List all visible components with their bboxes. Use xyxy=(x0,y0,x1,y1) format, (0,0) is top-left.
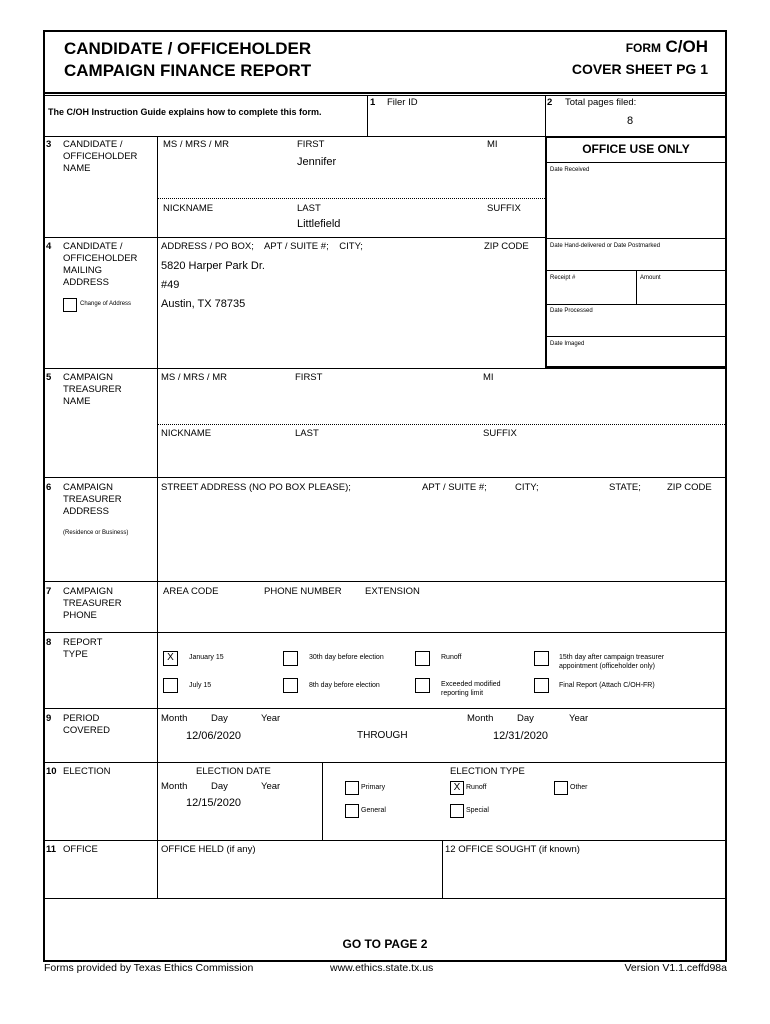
s9-month2-label: Month xyxy=(467,713,494,724)
s9-day-label: Day xyxy=(211,713,228,724)
final-report-label: Final Report (Attach C/OH-FR) xyxy=(559,682,655,689)
exceeded-label-line: reporting limit xyxy=(441,690,484,697)
date-processed-label: Date Processed xyxy=(550,308,593,314)
s4-label-line: OFFICEHOLDER xyxy=(63,253,138,264)
s6-apt-label: APT / SUITE #; xyxy=(422,482,487,493)
date-received-label: Date Received xyxy=(550,167,590,173)
s9-month-label: Month xyxy=(161,713,188,724)
s3-mi-label: MI xyxy=(487,139,498,150)
s3-label-line: CANDIDATE / xyxy=(63,139,123,150)
filer-id-label: Filer ID xyxy=(387,97,418,108)
s3-nickname-label: NICKNAME xyxy=(163,203,214,214)
label-column-divider xyxy=(157,136,158,898)
runoff-election-label: Runoff xyxy=(466,784,487,791)
s4-label-line: ADDRESS xyxy=(63,277,109,288)
primary-label: Primary xyxy=(361,784,386,791)
s8-label xyxy=(63,637,102,661)
s4-address-line3[interactable]: Austin, TX 78735 xyxy=(161,298,246,310)
day15-checkbox[interactable] xyxy=(534,651,549,666)
s6-label xyxy=(63,482,122,518)
exceeded-label-line: Exceeded modified xyxy=(441,681,501,688)
dotted-divider xyxy=(157,424,727,425)
divider xyxy=(43,237,545,238)
special-label: Special xyxy=(466,807,489,814)
period-from-field[interactable]: 12/06/2020 xyxy=(186,730,242,742)
s5-prefix-label: MS / MRS / MR xyxy=(161,372,227,383)
form-title-line1: CANDIDATE / OFFICEHOLDER xyxy=(64,39,312,58)
footer-left: Forms provided by Texas Ethics Commission xyxy=(44,962,254,974)
divider xyxy=(43,581,727,582)
s10-year-label: Year xyxy=(261,781,281,792)
s4-num: 4 xyxy=(46,241,52,252)
s9-year-label: Year xyxy=(261,713,281,724)
total-pages-field[interactable]: 8 xyxy=(626,115,634,127)
s7-phone-label: PHONE NUMBER xyxy=(264,586,342,597)
s11-label: OFFICE xyxy=(63,844,98,855)
s3-label-line: NAME xyxy=(63,163,91,174)
s6-street-label: STREET ADDRESS (NO PO BOX PLEASE); xyxy=(161,482,351,493)
s3-label-line: OFFICEHOLDER xyxy=(63,151,138,162)
divider xyxy=(636,270,637,304)
change-of-address-label: Change of Address xyxy=(80,301,132,307)
date-hand-label: Date Hand-delivered or Date Postmarked xyxy=(550,243,661,249)
office-use-title: OFFICE USE ONLY xyxy=(582,142,690,156)
s7-label xyxy=(63,586,122,622)
runoff-report-label: Runoff xyxy=(441,654,462,661)
general-label: General xyxy=(361,807,386,814)
office-sought-label: 12 OFFICE SOUGHT (if known) xyxy=(445,844,580,855)
period-to-field[interactable]: 12/31/2020 xyxy=(493,730,549,742)
s7-label-line: CAMPAIGN xyxy=(63,586,113,597)
day15-label-line: appointment (officeholder only) xyxy=(559,663,655,670)
election-type-label: ELECTION TYPE xyxy=(450,766,525,777)
s6-num: 6 xyxy=(46,482,52,493)
s5-label xyxy=(63,372,122,408)
s4-label xyxy=(63,241,137,289)
divider xyxy=(43,368,727,369)
divider xyxy=(545,304,727,305)
s4-address-label: ADDRESS / PO BOX; APT / SUITE #; CITY; xyxy=(161,241,363,252)
s7-ext-label: EXTENSION xyxy=(365,586,420,597)
instruction-text: The C/OH Instruction Guide explains how to complete this form. xyxy=(48,107,322,117)
final-report-checkbox[interactable] xyxy=(534,678,549,693)
s5-label-line: NAME xyxy=(63,396,91,407)
through-label: THROUGH xyxy=(357,730,408,741)
divider xyxy=(43,898,727,899)
s7-label-line: TREASURER xyxy=(63,598,122,609)
s5-last-label: LAST xyxy=(295,428,319,439)
s5-label-line: CAMPAIGN xyxy=(63,372,113,383)
s6-city-label: CITY; xyxy=(515,482,539,493)
s5-first-label: FIRST xyxy=(295,372,323,383)
divider xyxy=(43,840,727,841)
day8-checkbox[interactable] xyxy=(283,678,298,693)
jan15-checkbox[interactable]: X xyxy=(163,651,178,666)
s7-num: 7 xyxy=(46,586,52,597)
s3-last-field[interactable]: Littlefield xyxy=(297,218,341,230)
day15-label xyxy=(559,653,664,671)
s10-num: 10 xyxy=(46,766,57,777)
day30-label: 30th day before election xyxy=(309,654,384,661)
s10-day-label: Day xyxy=(211,781,228,792)
divider xyxy=(367,95,368,136)
office-held-label: OFFICE HELD (if any) xyxy=(161,844,256,855)
s3-suffix-label: SUFFIX xyxy=(487,203,521,214)
s3-prefix-label: MS / MRS / MR xyxy=(163,139,229,150)
s3-num: 3 xyxy=(46,139,52,150)
s5-num: 5 xyxy=(46,372,52,383)
s8-num: 8 xyxy=(46,637,52,648)
s4-label-line: CANDIDATE / xyxy=(63,241,123,252)
s5-suffix-label: SUFFIX xyxy=(483,428,517,439)
s7-area-label: AREA CODE xyxy=(163,586,219,597)
divider xyxy=(43,708,727,709)
runoff-election-checkbox[interactable]: X xyxy=(450,781,464,795)
dotted-divider xyxy=(157,198,545,199)
s9-num: 9 xyxy=(46,713,52,724)
s10-label: ELECTION xyxy=(63,766,111,777)
s3-first-label: FIRST xyxy=(297,139,325,150)
s5-nickname-label: NICKNAME xyxy=(161,428,212,439)
footer-version: Version V1.1.ceffd98a xyxy=(624,962,727,974)
s6-sub-label: (Residence or Business) xyxy=(63,530,129,536)
exceeded-checkbox[interactable] xyxy=(415,678,430,693)
s6-label-line: ADDRESS xyxy=(63,506,109,517)
cover-sheet-label: COVER SHEET PG 1 xyxy=(571,61,708,77)
go-to-page-2: GO TO PAGE 2 xyxy=(342,937,428,951)
s9-label xyxy=(63,713,110,737)
header-divider-thin xyxy=(43,95,727,96)
s4-address-line2[interactable]: #49 xyxy=(161,279,180,291)
form-code-value: C/OH xyxy=(665,37,708,56)
s3-first-field[interactable]: Jennifer xyxy=(297,156,337,168)
day30-checkbox[interactable] xyxy=(283,651,298,666)
s5-mi-label: MI xyxy=(483,372,494,383)
general-checkbox[interactable] xyxy=(345,804,359,818)
form-word: FORM xyxy=(625,41,662,55)
total-pages-num: 2 xyxy=(547,97,553,108)
special-checkbox[interactable] xyxy=(450,804,464,818)
divider xyxy=(442,840,443,898)
s3-label xyxy=(63,139,137,175)
s11-num: 11 xyxy=(46,844,57,855)
receipt-label: Receipt # xyxy=(550,275,576,281)
s8-label-line: TYPE xyxy=(63,649,88,660)
s9-label-line: PERIOD xyxy=(63,713,100,724)
header-divider xyxy=(43,92,727,94)
divider xyxy=(43,762,727,763)
amount-label: Amount xyxy=(640,275,661,281)
election-date-label: ELECTION DATE xyxy=(196,766,271,777)
divider xyxy=(43,477,727,478)
divider xyxy=(545,336,727,337)
divider xyxy=(43,632,727,633)
change-of-address-checkbox[interactable] xyxy=(63,298,77,312)
footer-link[interactable]: www.ethics.state.tx.us xyxy=(330,962,434,974)
s5-label-line: TREASURER xyxy=(63,384,122,395)
s4-address-line1[interactable]: 5820 Harper Park Dr. xyxy=(161,260,265,272)
divider xyxy=(545,238,727,239)
s10-month-label: Month xyxy=(161,781,188,792)
s6-label-line: CAMPAIGN xyxy=(63,482,113,493)
filer-id-num: 1 xyxy=(370,97,376,108)
election-date-field[interactable]: 12/15/2020 xyxy=(186,797,242,809)
form-title-line2: CAMPAIGN FINANCE REPORT xyxy=(64,61,312,80)
divider xyxy=(322,762,323,840)
divider xyxy=(545,162,727,163)
s9-label-line: COVERED xyxy=(63,725,110,736)
s9-year2-label: Year xyxy=(569,713,589,724)
date-imaged-label: Date Imaged xyxy=(550,341,585,347)
s6-label-line: TREASURER xyxy=(63,494,122,505)
form-code xyxy=(626,37,708,57)
s6-state-label: STATE; xyxy=(609,482,641,493)
form-title xyxy=(64,38,311,82)
divider xyxy=(545,95,546,136)
s7-label-line: PHONE xyxy=(63,610,97,621)
day15-label-line: 15th day after campaign treasurer xyxy=(559,654,665,661)
s4-label-line: MAILING xyxy=(63,265,103,276)
filer-id-field[interactable] xyxy=(390,115,540,129)
primary-checkbox[interactable] xyxy=(345,781,359,795)
s9-day2-label: Day xyxy=(517,713,534,724)
jul15-checkbox[interactable] xyxy=(163,678,178,693)
jan15-label: January 15 xyxy=(189,654,224,661)
s3-last-label: LAST xyxy=(297,203,321,214)
other-checkbox[interactable] xyxy=(554,781,568,795)
exceeded-label xyxy=(441,680,501,698)
s4-zip-label: ZIP CODE xyxy=(484,241,529,252)
total-pages-label: Total pages filed: xyxy=(565,97,637,108)
runoff-report-checkbox[interactable] xyxy=(415,651,430,666)
other-label: Other xyxy=(570,784,588,791)
day8-label: 8th day before election xyxy=(309,682,380,689)
s6-zip-label: ZIP CODE xyxy=(667,482,712,493)
jul15-label: July 15 xyxy=(189,682,212,689)
s8-label-line: REPORT xyxy=(63,637,103,648)
